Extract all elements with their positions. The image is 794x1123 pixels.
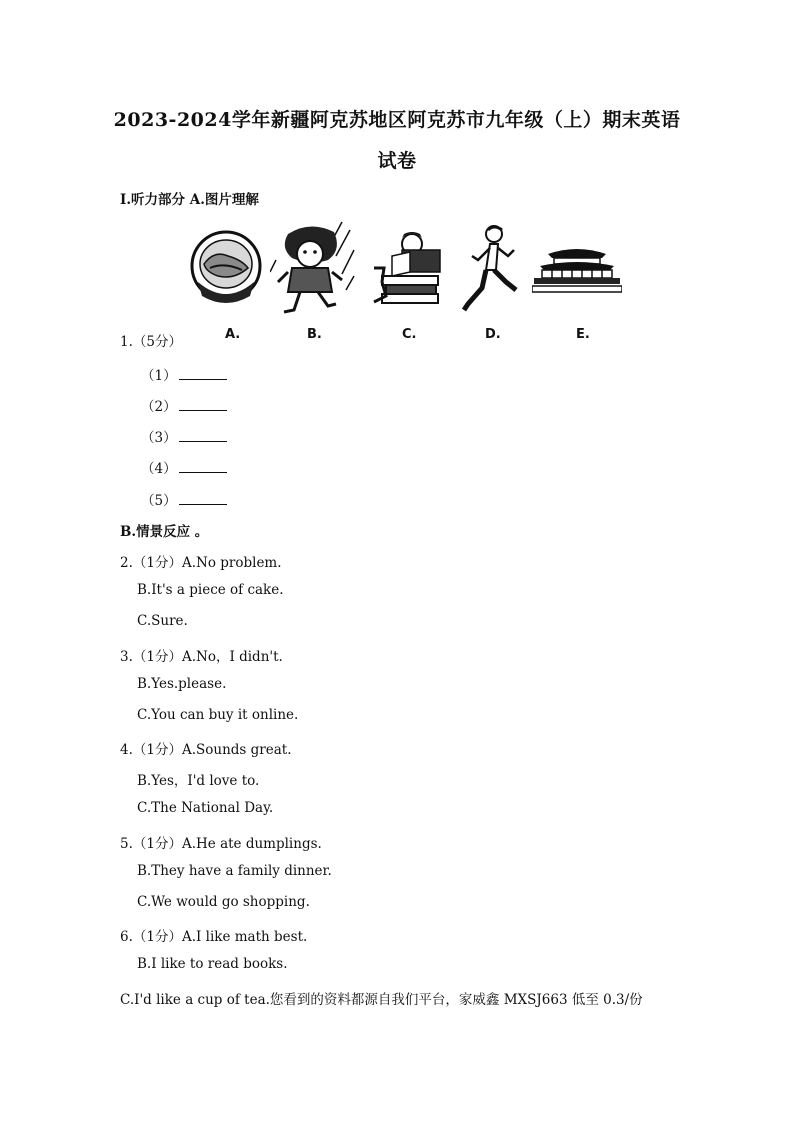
answer-blank-row [141, 489, 227, 509]
option-b: B.Yes，I'd love to. [137, 773, 260, 789]
answer-blank-row [141, 364, 227, 384]
picture-label-b: B. [307, 327, 322, 342]
option-b: B.I like to read books. [137, 956, 288, 972]
answer-blank[interactable] [179, 429, 227, 442]
option-a: A.He ate dumplings. [181, 836, 322, 852]
answer-blank[interactable] [179, 398, 227, 411]
answer-blank[interactable] [179, 492, 227, 505]
question-2-line [120, 551, 282, 571]
option-b: B.It's a piece of cake. [137, 582, 284, 598]
question-3-line [120, 645, 283, 665]
picture-b-girl-rain-icon [270, 220, 358, 324]
picture-label-c: C. [402, 327, 417, 342]
option-a: A.I like math best. [181, 929, 308, 945]
blank-index: （4） [141, 461, 177, 477]
answer-blank[interactable] [179, 367, 227, 380]
section-heading-situational: B.情景反应 。 [120, 524, 209, 540]
option-c: C.We would go shopping. [137, 894, 310, 910]
answer-blank-row [141, 395, 227, 415]
answer-blank-row [141, 426, 227, 446]
question-6-line [120, 925, 307, 945]
answer-blank-row [141, 457, 227, 477]
question-number: 6.（1分） [120, 929, 182, 945]
option-a: A.Sounds great. [181, 742, 292, 758]
question-number: 4.（1分） [120, 742, 182, 758]
picture-d-runner-icon [460, 224, 522, 318]
section-heading-listening [120, 188, 259, 208]
picture-label-d: D. [485, 327, 501, 342]
question-4-line [120, 738, 292, 758]
question-5-line [120, 832, 322, 852]
option-b: B.They have a family dinner. [137, 863, 332, 879]
option-b: B.Yes.please. [137, 676, 227, 692]
blank-index: （2） [141, 399, 177, 415]
question-number: 3.（1分） [120, 649, 182, 665]
picture-a-bowl-icon [188, 220, 264, 314]
option-c: C.The National Day. [137, 800, 274, 816]
option-a: A.No problem. [181, 555, 282, 571]
picture-e-building-icon [532, 246, 622, 300]
picture-c-boy-reading-icon [370, 226, 442, 316]
document-title-line1: 2023-2024学年新疆阿克苏地区阿克苏市九年级（上）期末英语 [113, 109, 681, 131]
section-heading-text: 听力部分 A.图片理解 [131, 192, 259, 208]
section-roman-numeral: Ⅰ. [120, 192, 132, 208]
footer-line: C.I'd like a cup of tea.您看到的资料都源自我们平台，家威鑫 MXSJ663 低至 0.3/份 [120, 992, 643, 1008]
option-a: A.No，I didn't. [181, 649, 283, 665]
picture-label-e: E. [576, 327, 590, 342]
blank-index: （5） [141, 493, 177, 509]
question-1-number: 1.（5分） [120, 334, 182, 350]
answer-blank[interactable] [179, 460, 227, 473]
blank-index: （1） [141, 368, 177, 384]
blank-index: （3） [141, 430, 177, 446]
option-c: C.You can buy it online. [137, 707, 299, 723]
question-number: 5.（1分） [120, 836, 182, 852]
document-title-line2: 试卷 [377, 150, 417, 172]
picture-label-a: A. [225, 327, 241, 342]
option-c: C.Sure. [137, 613, 188, 629]
question-number: 2.（1分） [120, 555, 182, 571]
